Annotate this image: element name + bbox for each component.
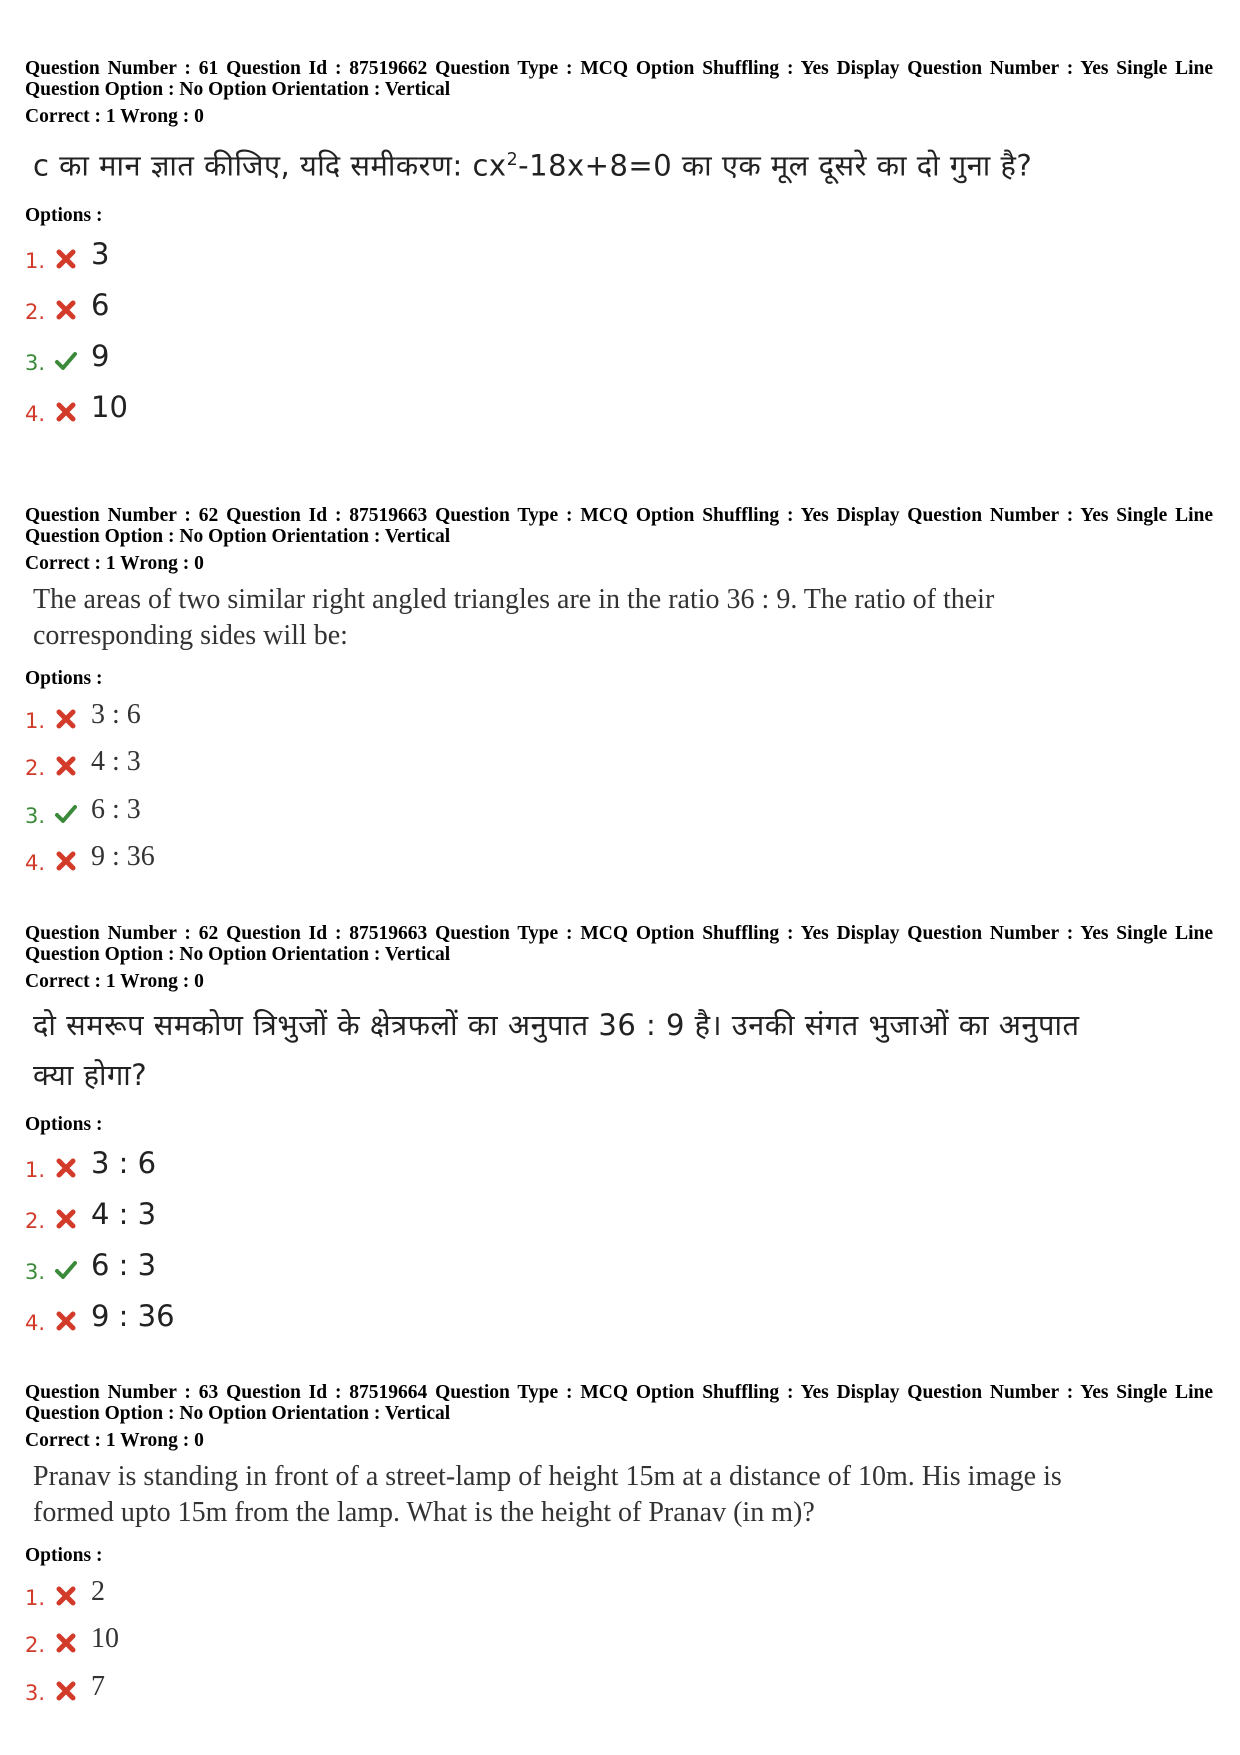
option-value: 6 : 3 [91,793,141,825]
cross-icon [55,1633,77,1653]
option-number: 3. [25,350,46,375]
option-value: 3 : 6 [91,1146,157,1180]
question-block-63 [25,1382,1215,1713]
option-number: 2. [25,756,46,780]
option-row [25,1292,1215,1343]
option-number: 1. [25,708,46,733]
cross-icon [55,402,77,422]
correct-wrong-marks: Correct : 1 Wrong : 0 [25,106,204,127]
option-row [25,1570,1215,1618]
option-row [25,741,1215,789]
option-row [25,281,1215,332]
option-row [25,1241,1215,1292]
question-meta: Question Number : 62 Question Id : 87519663 Question Type : MCQ Option Shuffling : Yes Display Question Number : Yes Single Line Question Option : No Option Orientation : Vertical [25,505,1213,547]
check-icon [55,1260,77,1280]
option-value: 7 [91,1670,105,1702]
option-row [25,836,1215,884]
correct-wrong-marks: Correct : 1 Wrong : 0 [25,1430,204,1451]
option-number: 2. [25,299,46,324]
option-value: 4 : 3 [91,1197,157,1231]
option-value: 3 [91,236,110,271]
option-number: 4. [25,401,46,426]
option-number: 3. [25,803,46,828]
cross-icon [55,300,77,320]
question-text-part: c का मान ज्ञात कीजिए, यदि समीकरण: cx [33,148,507,183]
question-meta: Question Number : 62 Question Id : 87519663 Question Type : MCQ Option Shuffling : Yes Display Question Number : Yes Single Line Question Option : No Option Orientation : Vertical [25,923,1213,965]
cross-icon [55,1209,77,1229]
question-block-62-hi [25,923,1215,1343]
option-number: 3. [25,1680,46,1705]
option-row [25,383,1215,434]
check-icon [55,804,77,824]
cross-icon [55,1586,77,1606]
option-number: 2. [25,1209,46,1233]
cross-icon [55,1158,77,1178]
cross-icon [55,1681,77,1701]
option-row [25,332,1215,383]
option-number: 1. [25,248,46,273]
option-number: 4. [25,1311,46,1335]
option-value: 3 : 6 [91,698,141,730]
question-block-62-en [25,505,1215,883]
option-row [25,1665,1215,1713]
cross-icon [55,756,77,776]
cross-icon [55,1311,77,1331]
correct-wrong-marks: Correct : 1 Wrong : 0 [25,553,204,574]
cross-icon [55,709,77,729]
question-meta: Question Number : 63 Question Id : 87519664 Question Type : MCQ Option Shuffling : Yes Display Question Number : Yes Single Line Question Option : No Option Orientation : Vertical [25,1382,1213,1424]
options-list [25,693,1215,883]
option-row [25,1139,1215,1190]
question-meta: Question Number : 61 Question Id : 87519662 Question Type : MCQ Option Shuffling : Yes Display Question Number : Yes Single Line Question Option : No Option Orientation : Vertical [25,58,1213,100]
correct-wrong-marks: Correct : 1 Wrong : 0 [25,971,204,992]
option-value: 4 : 3 [91,746,141,777]
option-value: 9 : 36 [91,841,155,872]
option-value: 6 : 3 [91,1248,157,1282]
options-label: Options : [25,668,103,689]
option-value: 9 : 36 [91,1299,175,1333]
question-text [33,135,1113,191]
question-text: The areas of two similar right angled triangles are in the ratio 36 : 9. The ratio of their corresponding sides will be: [33,584,995,651]
options-label: Options : [25,1545,103,1566]
option-value: 10 [91,1623,119,1654]
option-number: 3. [25,1260,46,1284]
cross-icon [55,249,77,269]
options-list [25,1139,1215,1343]
options-label: Options : [25,1114,103,1135]
question-text: Pranav is standing in front of a street-lamp of height 15m at a distance of 10m. His image is formed upto 15m from the lamp. What is the height of Pranav (in m)? [33,1461,1062,1528]
option-row [25,1190,1215,1241]
option-row [25,230,1215,281]
option-number: 1. [25,1585,46,1610]
option-row [25,788,1215,836]
option-value: 6 [91,287,110,322]
exponent: 2 [506,150,519,170]
question-text: दो समरूप समकोण त्रिभुजों के क्षेत्रफलों का अनुपात 36 : 9 है। उनकी संगत भुजाओं का अनुपात क्या होगा? [33,1008,1080,1092]
question-block-61 [25,58,1215,434]
check-icon [55,351,77,371]
option-row [25,693,1215,741]
option-value: 9 [91,338,110,373]
option-value: 10 [91,389,128,424]
options-label: Options : [25,204,103,226]
options-list [25,1570,1215,1713]
option-number: 2. [25,1633,46,1657]
option-number: 1. [25,1158,46,1182]
cross-icon [55,851,77,871]
options-list [25,230,1215,434]
option-number: 4. [25,851,46,875]
option-value: 2 [91,1575,105,1607]
option-row [25,1618,1215,1666]
question-text-part: -18x+8=0 का एक मूल दूसरे का दो गुना है? [518,148,1033,183]
